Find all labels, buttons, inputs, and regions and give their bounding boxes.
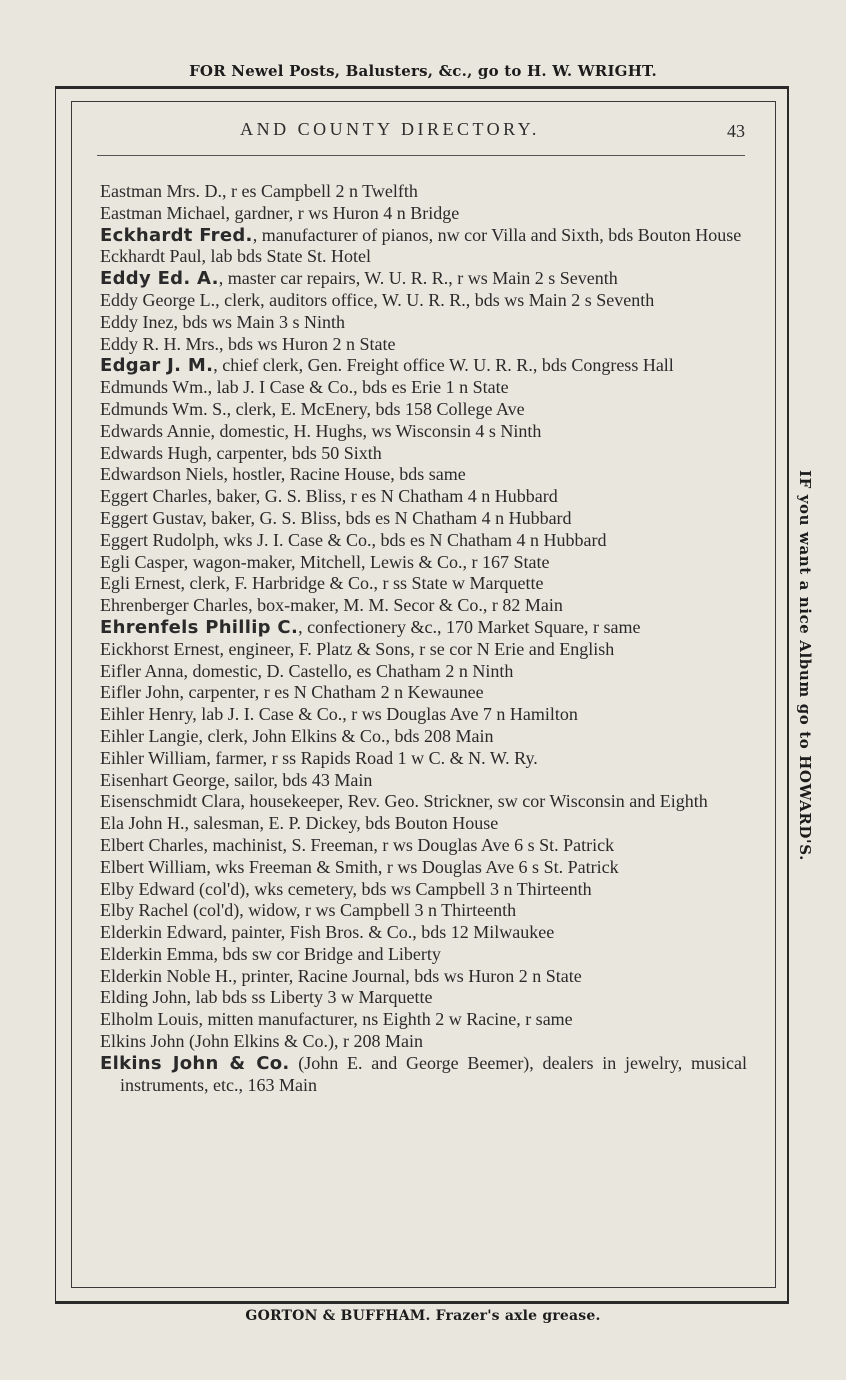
directory-entry bbox=[100, 1053, 747, 1097]
entry-text: , chief clerk, Gen. Freight office W. U. R. R., bds Congress Hall bbox=[213, 355, 674, 376]
entry-text: Eisenschmidt Clara, housekeeper, Rev. Geo. Strickner, sw cor Wisconsin and Eighth bbox=[100, 791, 708, 812]
directory-entry bbox=[100, 530, 747, 552]
directory-entry bbox=[100, 595, 747, 617]
directory-entry bbox=[100, 879, 747, 901]
entry-name: Elkins John & Co. bbox=[100, 1052, 290, 1074]
directory-entry bbox=[100, 944, 747, 966]
directory-entry bbox=[100, 268, 747, 290]
directory-entry bbox=[100, 421, 747, 443]
directory-entry bbox=[100, 987, 747, 1009]
directory-entry bbox=[100, 922, 747, 944]
bottom-advertisement: GORTON & BUFFHAM. Frazer's axle grease. bbox=[245, 1308, 601, 1324]
entry-text: Elby Edward (col'd), wks cemetery, bds ws Campbell 3 n Thirteenth bbox=[100, 878, 592, 899]
directory-entry bbox=[100, 661, 747, 683]
entry-text: Egli Casper, wagon-maker, Mitchell, Lewis & Co., r 167 State bbox=[100, 551, 550, 572]
running-header-title: AND COUNTY DIRECTORY. bbox=[240, 119, 540, 139]
directory-entry bbox=[100, 682, 747, 704]
entry-text: Eggert Charles, baker, G. S. Bliss, r es N Chatham 4 n Hubbard bbox=[100, 486, 558, 507]
directory-entry bbox=[100, 399, 747, 421]
directory-entry bbox=[100, 486, 747, 508]
entry-name: Eckhardt Fred. bbox=[100, 224, 253, 246]
directory-entry bbox=[100, 290, 747, 312]
directory-entry bbox=[100, 748, 747, 770]
top-advertisement: FOR Newel Posts, Balusters, &c., go to H. W. WRIGHT. bbox=[189, 62, 657, 80]
entry-text: Elholm Louis, mitten manufacturer, ns Eighth 2 w Racine, r same bbox=[100, 1009, 573, 1030]
entry-text: Eihler Langie, clerk, John Elkins & Co., bds 208 Main bbox=[100, 725, 494, 746]
entry-text: Elbert Charles, machinist, S. Freeman, r ws Douglas Ave 6 s St. Patrick bbox=[100, 834, 615, 855]
entry-text: Egli Ernest, clerk, F. Harbridge & Co., r ss State w Marquette bbox=[100, 573, 544, 594]
entry-text: Elderkin Noble H., printer, Racine Journal, bds ws Huron 2 n State bbox=[100, 965, 582, 986]
entry-text: Elding John, lab bds ss Liberty 3 w Marquette bbox=[100, 987, 433, 1008]
entry-text: Elderkin Emma, bds sw cor Bridge and Liberty bbox=[100, 943, 441, 964]
entry-text: Edwards Annie, domestic, H. Hughs, ws Wisconsin 4 s Ninth bbox=[100, 420, 542, 441]
entry-text: Eifler John, carpenter, r es N Chatham 2 n Kewaunee bbox=[100, 682, 484, 703]
header-rule bbox=[97, 155, 745, 156]
entry-text: Elderkin Edward, painter, Fish Bros. & Co., bds 12 Milwaukee bbox=[100, 922, 555, 943]
entry-text: Eifler Anna, domestic, D. Castello, es Chatham 2 n Ninth bbox=[100, 660, 514, 681]
directory-entry bbox=[100, 1031, 747, 1053]
entry-text: Eggert Gustav, baker, G. S. Bliss, bds es N Chatham 4 n Hubbard bbox=[100, 507, 572, 528]
entry-text: Eisenhart George, sailor, bds 43 Main bbox=[100, 769, 373, 790]
entry-text: , manufacturer of pianos, nw cor Villa and Sixth, bds Bouton House bbox=[252, 224, 742, 245]
entry-text: Eckhardt Paul, lab bds State St. Hotel bbox=[100, 246, 371, 267]
directory-entry bbox=[100, 225, 747, 247]
directory-entry bbox=[100, 726, 747, 748]
entry-text: Elby Rachel (col'd), widow, r ws Campbell 3 n Thirteenth bbox=[100, 900, 517, 921]
side-advertisement: IF you want a nice Album go to HOWARD'S. bbox=[796, 470, 814, 861]
entry-text: Eihler William, farmer, r ss Rapids Road 1 w C. & N. W. Ry. bbox=[100, 747, 538, 768]
entry-text: Eddy Inez, bds ws Main 3 s Ninth bbox=[100, 311, 345, 332]
entry-text: Eickhorst Ernest, engineer, F. Platz & Sons, r se cor N Erie and English bbox=[100, 638, 615, 659]
directory-entry bbox=[100, 704, 747, 726]
entry-text: Elkins John (John Elkins & Co.), r 208 Main bbox=[100, 1031, 423, 1052]
entry-text: Eastman Mrs. D., r es Campbell 2 n Twelfth bbox=[100, 181, 418, 201]
entry-text: Eddy George L., clerk, auditors office, W. U. R. R., bds ws Main 2 s Seventh bbox=[100, 289, 655, 310]
directory-entry bbox=[100, 508, 747, 530]
directory-entries bbox=[100, 181, 747, 1096]
directory-entry bbox=[100, 312, 747, 334]
directory-entry bbox=[100, 181, 747, 203]
directory-entry bbox=[100, 246, 747, 268]
entry-text: Edmunds Wm., lab J. I Case & Co., bds es Erie 1 n State bbox=[100, 377, 509, 398]
directory-entry bbox=[100, 857, 747, 879]
directory-entry bbox=[100, 966, 747, 988]
directory-entry bbox=[100, 791, 747, 813]
entry-text: Edwardson Niels, hostler, Racine House, bds same bbox=[100, 464, 466, 485]
entry-text: , master car repairs, W. U. R. R., r ws Main 2 s Seventh bbox=[218, 268, 618, 289]
directory-entry bbox=[100, 900, 747, 922]
entry-text: (John E. and George Beemer), dealers in jewelry, musical instruments, etc., 163 Main bbox=[120, 1052, 747, 1095]
directory-entry bbox=[100, 203, 747, 225]
directory-entry bbox=[100, 639, 747, 661]
entry-text: Eihler Henry, lab J. I. Case & Co., r ws Douglas Ave 7 n Hamilton bbox=[100, 704, 578, 725]
entry-text: , confectionery &c., 170 Market Square, r same bbox=[298, 616, 641, 637]
directory-entry bbox=[100, 334, 747, 356]
directory-entry bbox=[100, 835, 747, 857]
directory-entry bbox=[100, 443, 747, 465]
entry-name: Edgar J. M. bbox=[100, 355, 214, 377]
directory-entry bbox=[100, 617, 747, 639]
directory-entry bbox=[100, 770, 747, 792]
directory-entry bbox=[100, 1009, 747, 1031]
directory-entry bbox=[100, 573, 747, 595]
directory-entry bbox=[100, 377, 747, 399]
entry-text: Edmunds Wm. S., clerk, E. McEnery, bds 158 College Ave bbox=[100, 398, 525, 419]
entry-text: Ela John H., salesman, E. P. Dickey, bds Bouton House bbox=[100, 813, 499, 834]
entry-text: Edwards Hugh, carpenter, bds 50 Sixth bbox=[100, 442, 382, 463]
entry-text: Eastman Michael, gardner, r ws Huron 4 n Bridge bbox=[100, 202, 460, 223]
directory-entry bbox=[100, 813, 747, 835]
entry-text: Eddy R. H. Mrs., bds ws Huron 2 n State bbox=[100, 333, 396, 354]
entry-name: Eddy Ed. A. bbox=[100, 268, 219, 290]
directory-entry bbox=[100, 355, 747, 377]
directory-entry bbox=[100, 552, 747, 574]
directory-entry bbox=[100, 464, 747, 486]
entry-text: Ehrenberger Charles, box-maker, M. M. Secor & Co., r 82 Main bbox=[100, 595, 563, 616]
entry-name: Ehrenfels Phillip C. bbox=[100, 616, 299, 638]
entry-text: Elbert William, wks Freeman & Smith, r ws Douglas Ave 6 s St. Patrick bbox=[100, 856, 619, 877]
entry-text: Eggert Rudolph, wks J. I. Case & Co., bds es N Chatham 4 n Hubbard bbox=[100, 529, 607, 550]
page-number: 43 bbox=[727, 121, 745, 141]
